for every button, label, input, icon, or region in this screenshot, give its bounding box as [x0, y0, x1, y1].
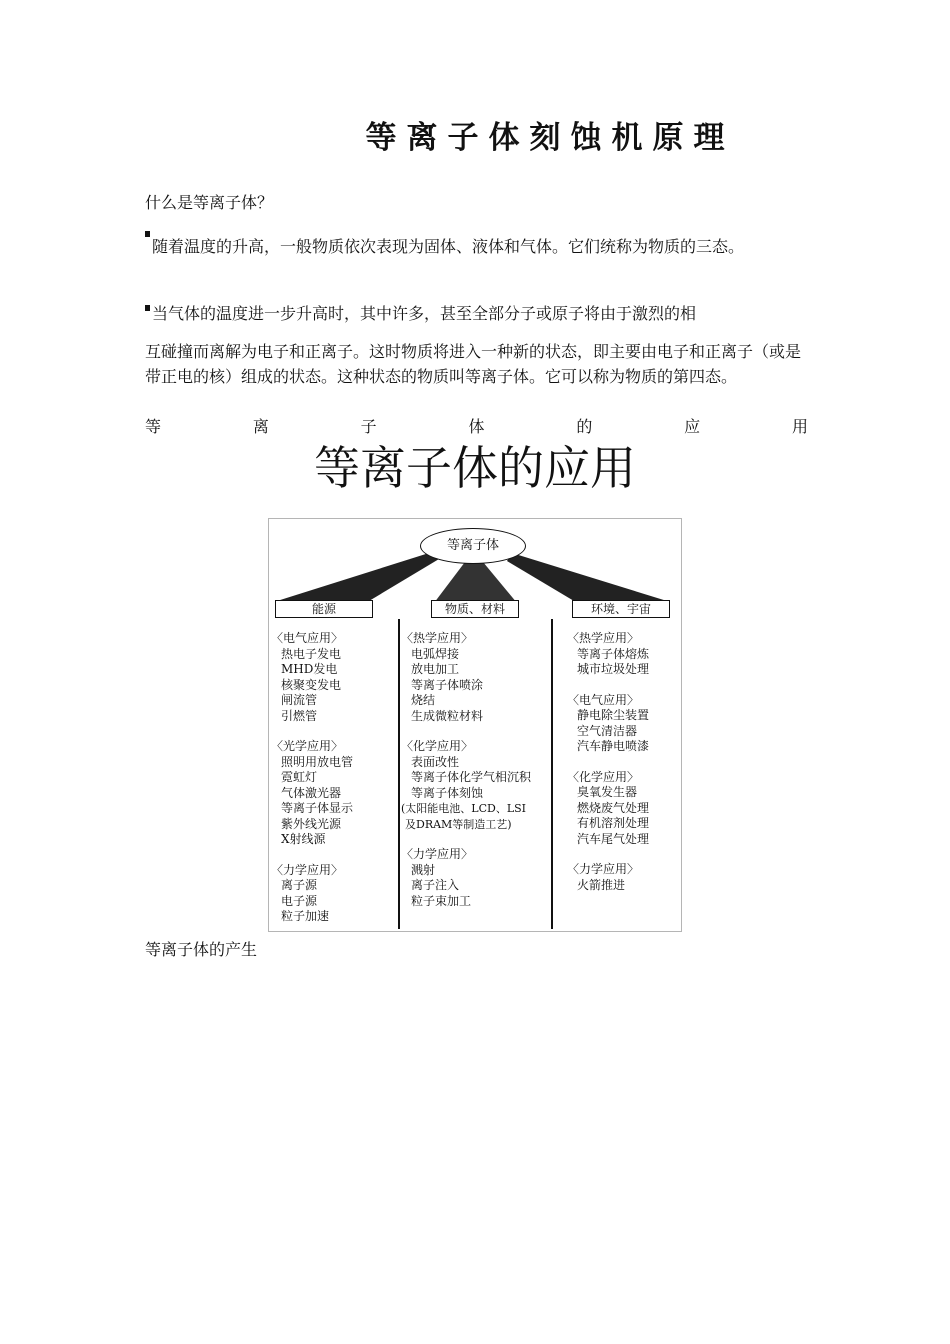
- application-item: 空气清洁器: [577, 723, 638, 738]
- spaced-char: 子: [360, 417, 377, 436]
- application-group: [567, 770, 649, 848]
- question-heading: 什么是等离子体？: [145, 193, 274, 212]
- section-heading-generation: 等离子体的产生: [145, 940, 258, 959]
- spaced-char: 的: [576, 417, 593, 436]
- bullet-paragraph-1: [145, 228, 810, 265]
- spaced-char: 等: [145, 417, 162, 436]
- application-item: 等离子体化学气相沉积: [411, 770, 532, 784]
- applications-heading: 等离子体的应用: [314, 441, 636, 495]
- square-bullet-icon: [145, 231, 150, 237]
- application-item: 等离子体喷涂: [411, 677, 484, 692]
- application-item: 热电子发电: [281, 646, 342, 661]
- application-item: 霓虹灯: [281, 770, 318, 784]
- application-item: 粒子加速: [281, 909, 330, 923]
- application-group: [567, 862, 649, 893]
- application-item: 引燃管: [281, 708, 318, 723]
- bullet-1-text: 随着温度的升高，一般物质依次表现为固体、液体和气体。它们统称为物质的三态。: [152, 237, 745, 256]
- square-bullet-icon: [145, 305, 150, 311]
- application-item: (太阳能电池、LCD、LSI: [401, 802, 527, 815]
- group-header: 〈电气应用〉: [271, 631, 344, 645]
- application-item: 燃烧废气处理: [577, 800, 650, 815]
- fan-connector-middle: [434, 562, 517, 603]
- application-item: 生成微粒材料: [411, 708, 484, 723]
- fan-connector-right: [507, 553, 667, 601]
- application-item: 粒子束加工: [411, 893, 472, 908]
- spaced-char: 应: [684, 417, 701, 436]
- bullet-2-first-line: [145, 302, 810, 339]
- fan-connector-left: [277, 553, 439, 601]
- application-group: [567, 631, 649, 678]
- diagram-column: [271, 631, 353, 940]
- application-item: 等离子体熔炼: [577, 646, 650, 661]
- application-item: 城市垃圾处理: [577, 662, 650, 676]
- diagram-column: [567, 631, 649, 908]
- application-item: 烧结: [411, 693, 436, 707]
- application-item: 紫外线光源: [281, 816, 342, 831]
- category-box: 环境、宇宙: [572, 600, 670, 618]
- application-item: 闸流管: [281, 693, 318, 707]
- application-group: [401, 847, 531, 909]
- application-item: 臭氧发生器: [577, 785, 638, 799]
- center-node: 等离子体: [420, 528, 526, 564]
- application-group: [401, 739, 531, 832]
- group-header: 〈力学应用〉: [567, 862, 640, 876]
- application-item: MHD发电: [281, 662, 338, 676]
- application-group: [271, 863, 353, 925]
- group-header: 〈热学应用〉: [401, 631, 474, 645]
- group-header: 〈电气应用〉: [567, 692, 640, 707]
- application-item: 有机溶剂处理: [577, 816, 650, 830]
- application-item: 汽车静电喷漆: [577, 739, 650, 753]
- plasma-applications-diagram: [268, 518, 682, 932]
- application-item: 表面改性: [411, 754, 460, 769]
- application-group: [401, 631, 531, 724]
- application-item: 等离子体刻蚀: [411, 785, 484, 800]
- application-item: 等离子体显示: [281, 801, 354, 815]
- spaced-char: 用: [791, 417, 808, 436]
- application-item: 静电除尘装置: [577, 708, 650, 722]
- application-item: 照明用放电管: [281, 754, 354, 769]
- application-item: 火箭推进: [577, 877, 626, 892]
- application-item: 及DRAM等制造工艺): [405, 817, 512, 831]
- bullet-2-line-1-text: 当气体的温度进一步升高时，其中许多，甚至全部分子或原子将由于激烈的相: [152, 304, 697, 323]
- application-item: 溅射: [411, 862, 436, 877]
- group-header: 〈热学应用〉: [567, 631, 640, 645]
- application-item: 离子注入: [411, 878, 460, 892]
- group-header: 〈力学应用〉: [271, 862, 344, 877]
- application-item: 离子源: [281, 878, 318, 892]
- spaced-char: 体: [468, 417, 485, 436]
- group-header: 〈化学应用〉: [401, 739, 474, 753]
- application-group: [567, 693, 649, 755]
- application-item: 放电加工: [411, 662, 460, 676]
- group-header: 〈力学应用〉: [401, 847, 474, 861]
- document-title: 等离子体刻蚀机原理: [365, 120, 735, 156]
- application-item: 气体激光器: [281, 785, 342, 800]
- application-group: [271, 631, 353, 724]
- category-box: 物质、材料: [431, 600, 519, 618]
- application-item: 电弧焊接: [411, 646, 460, 661]
- spaced-char: 离: [252, 417, 269, 436]
- category-box: 能源: [275, 600, 373, 618]
- application-item: 电子源: [281, 893, 318, 908]
- application-group: [271, 739, 353, 848]
- group-header: 〈化学应用〉: [567, 769, 640, 784]
- application-item: 核聚变发电: [281, 677, 342, 692]
- group-header: 〈光学应用〉: [271, 739, 344, 753]
- application-item: 汽车尾气处理: [577, 831, 650, 846]
- bullet-2-rest-text: 互碰撞而离解为电子和正离子。这时物质将进入一种新的状态，即主要由电子和正离子（或是带正电的核）组成的状态。这种状态的物质叫等离子体。它可以称为物质的第四态。: [145, 342, 802, 386]
- diagram-column: [401, 631, 531, 924]
- bullet-paragraph-2: [145, 302, 810, 389]
- application-item: X射线源: [281, 832, 326, 846]
